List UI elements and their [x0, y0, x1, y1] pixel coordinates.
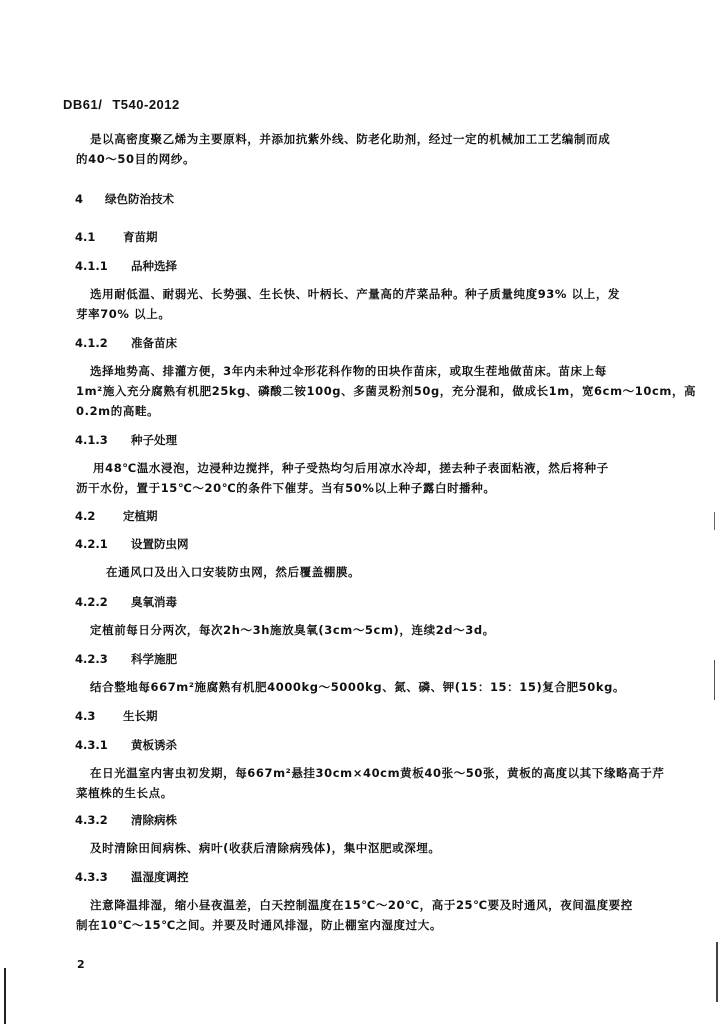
scan-edge-mark	[716, 942, 718, 1002]
section-heading: 4.3.3 温湿度调控	[75, 870, 189, 884]
intro-line-2: 的40～50目的网纱。	[76, 152, 196, 166]
section-heading: 4.2.1 设置防虫网	[75, 537, 189, 551]
section-heading: 4.2 定植期	[75, 509, 158, 523]
paragraph-line: 定植前每日分两次，每次2h～3h施放臭氧(3cm～5cm)，连续2d～3d。	[90, 623, 495, 637]
standard-number: T540-2012	[112, 97, 180, 112]
scan-edge-mark	[4, 968, 6, 1024]
paragraph-line: 在通风口及出入口安装防虫网，然后覆盖棚膜。	[106, 565, 361, 579]
section-heading: 4.3.1 黄板诱杀	[75, 738, 177, 752]
section-heading: 4.3 生长期	[75, 709, 158, 723]
section-heading: 4 绿色防治技术	[75, 192, 174, 206]
paragraph-line: 在日光温室内害虫初发期，每667m²悬挂30cm×40cm黄板40张～50张，黄板的高度以其下缘略高于芹	[90, 766, 665, 780]
page-number: 2	[77, 958, 85, 971]
paragraph-line: 制在10℃～15℃之间。并要及时通风排湿，防止棚室内湿度过大。	[76, 918, 442, 932]
document-header	[63, 97, 180, 112]
paragraph-line: 芽率70% 以上。	[76, 307, 171, 321]
intro-line-1: 是以高密度聚乙烯为主要原料，并添加抗紫外线、防老化助剂，经过一定的机械加工工艺编制而成	[90, 132, 611, 146]
standard-code: DB61/	[63, 97, 103, 112]
section-heading: 4.1.3 种子处理	[75, 433, 177, 447]
section-heading: 4.2.3 科学施肥	[75, 652, 177, 666]
paragraph-line: 及时清除田间病株、病叶(收获后清除病残体)，集中沤肥或深埋。	[90, 841, 441, 855]
section-heading: 4.1.1 品种选择	[75, 259, 177, 273]
scan-edge-mark	[714, 512, 715, 530]
paragraph-line: 用48℃温水浸泡，边浸种边搅拌，种子受热均匀后用凉水冷却，搓去种子表面粘液，然后将种子	[93, 461, 609, 475]
paragraph-line: 0.2m的高畦。	[76, 404, 160, 418]
paragraph-line: 沥干水份，置于15℃～20℃的条件下催芽。当有50%以上种子露白时播种。	[76, 481, 496, 495]
paragraph-line: 选用耐低温、耐弱光、长势强、生长快、叶柄长、产量高的芹菜品种。种子质量纯度93% 以上，发	[90, 287, 621, 301]
section-heading: 4.1 育苗期	[75, 230, 158, 244]
section-heading: 4.3.2 清除病株	[75, 813, 177, 827]
paragraph-line: 注意降温排湿，缩小昼夜温差，白天控制温度在15℃～20℃，高于25℃要及时通风，夜间温度要控	[90, 898, 633, 912]
paragraph-line: 选择地势高、排灌方便，3年内未种过伞形花科作物的田块作苗床，或取生茬地做苗床。苗床上每	[90, 364, 607, 378]
paragraph-line: 菜植株的生长点。	[76, 786, 173, 800]
section-heading: 4.1.2 准备苗床	[75, 336, 177, 350]
paragraph-line: 结合整地每667m²施腐熟有机肥4000kg～5000kg、氮、磷、钾(15：15：15)复合肥50kg。	[90, 680, 626, 694]
section-heading: 4.2.2 臭氧消毒	[75, 595, 177, 609]
paragraph-line: 1m²施入充分腐熟有机肥25kg、磷酸二铵100g、多菌灵粉剂50g，充分混和，做成长1m，宽6cm～10cm，高	[76, 384, 697, 398]
scan-edge-mark	[714, 660, 715, 700]
